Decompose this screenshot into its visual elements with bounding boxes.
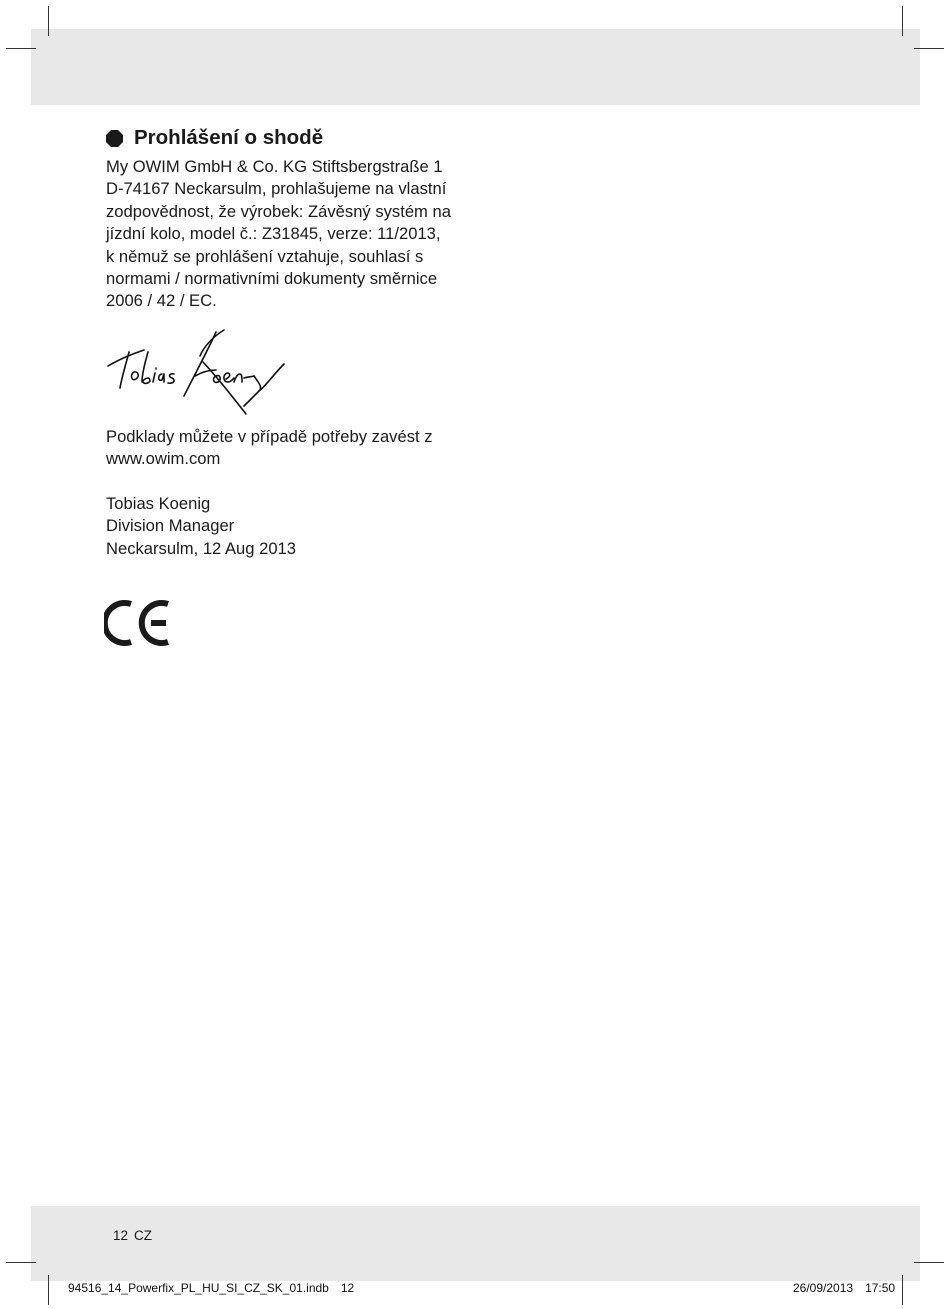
crop-mark-top-right-horizontal (914, 48, 944, 49)
page-language: CZ (134, 1228, 153, 1243)
filled-octagon-bullet-icon (106, 130, 123, 147)
section-heading (106, 124, 486, 154)
declaration-paragraph (106, 156, 486, 313)
crop-mark-bottom-left-vertical (48, 1275, 49, 1305)
crop-mark-bottom-right-horizontal (914, 1262, 944, 1263)
page-number (113, 1228, 158, 1243)
crop-mark-bottom-left-horizontal (6, 1262, 36, 1263)
print-slug-timestamp (793, 1281, 895, 1295)
signer-position: Division Manager (106, 516, 235, 536)
crop-mark-top-left-horizontal (6, 48, 36, 49)
crop-mark-top-left-vertical (48, 6, 49, 36)
signer-block (106, 493, 486, 560)
header-band (31, 29, 920, 105)
slug-file-page: 12 (340, 1281, 355, 1295)
signer-name: Tobias Koenig (106, 494, 211, 513)
crop-mark-top-right-vertical (902, 6, 903, 36)
declaration-line: jízdní kolo, model č.: Z31845, verze: 11/2013, (106, 224, 441, 244)
declaration-line: 2006 / 42 / EC. (106, 291, 217, 311)
documentation-paragraph (106, 426, 486, 471)
slug-time: 17:50 (865, 1281, 896, 1295)
slug-date: 26/09/2013 (793, 1281, 854, 1295)
crop-mark-bottom-right-vertical (902, 1275, 903, 1305)
declaration-section (106, 124, 486, 313)
signer-place-date: Neckarsulm, 12 Aug 2013 (106, 538, 297, 558)
footer-band (31, 1206, 920, 1281)
ce-conformity-mark-icon (104, 598, 174, 648)
slug-filename: 94516_14_Powerfix_PL_HU_SI_CZ_SK_01.indb (68, 1281, 329, 1295)
heading-text: Prohlášení o shodě (134, 126, 324, 149)
print-slug-file (68, 1281, 354, 1295)
declaration-line: k němuž se prohlášení vztahuje, souhlasí s (106, 246, 424, 266)
website-link[interactable]: www.owim.com (106, 449, 221, 469)
declaration-line: My OWIM GmbH & Co. KG Stiftsbergstraße 1 (106, 157, 443, 176)
documentation-line: Podklady můžete v případě potřeby zavést z (106, 427, 433, 446)
declaration-line: normami / normativními dokumenty směrnice (106, 268, 438, 288)
handwritten-signature (104, 326, 290, 424)
declaration-line: D-74167 Neckarsulm, prohlašujeme na vlastní (106, 179, 447, 199)
page-number-value: 12 (113, 1228, 129, 1243)
declaration-line: zodpovědnost, že výrobek: Závěsný systém na (106, 201, 451, 221)
